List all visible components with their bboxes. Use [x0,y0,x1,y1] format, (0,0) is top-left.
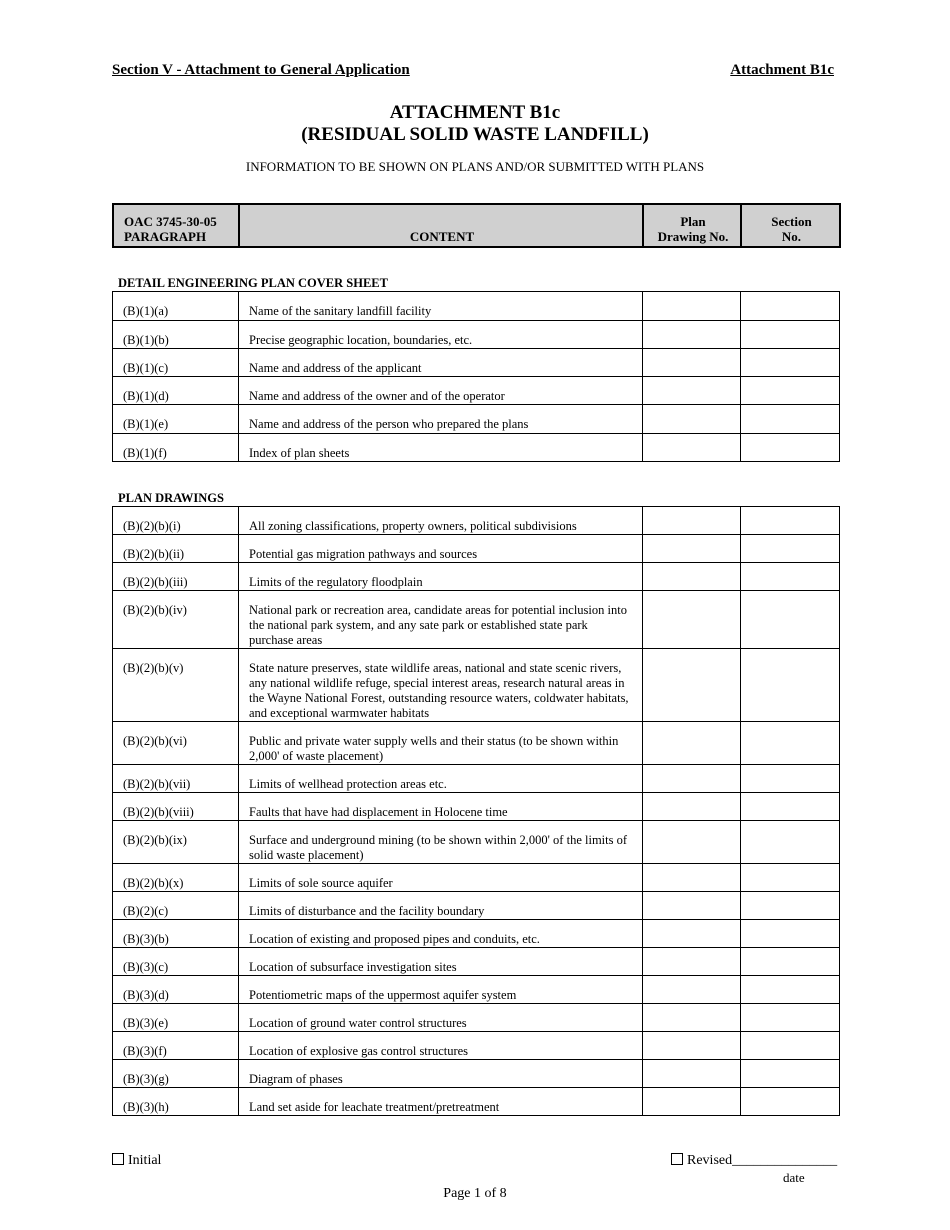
plan-drawing-no-cell[interactable] [643,821,741,864]
paragraph-ref: (B)(2)(b)(iii) [113,563,239,591]
section-no-cell[interactable] [741,591,840,649]
col-header-section-line2: No. [781,229,802,244]
plan-drawing-no-cell[interactable] [643,649,741,722]
table-row [113,535,840,563]
content-description: Limits of disturbance and the facility boundary [239,892,643,920]
section-no-cell[interactable] [741,821,840,864]
paragraph-ref: (B)(2)(b)(viii) [113,793,239,821]
plan-drawing-no-cell[interactable] [643,377,741,405]
plan-drawing-no-cell[interactable] [643,507,741,535]
table-row [113,292,840,321]
plan-drawing-no-cell[interactable] [643,405,741,434]
content-description: Location of existing and proposed pipes and conduits, etc. [239,920,643,948]
paragraph-ref: (B)(3)(d) [113,976,239,1004]
page-subtitle-type: (RESIDUAL SOLID WASTE LANDFILL) [301,124,649,145]
plan-drawing-no-cell[interactable] [643,864,741,892]
plan-drawing-no-cell[interactable] [643,793,741,821]
table-row [113,1060,840,1088]
page-number: Page 1 of 8 [443,1186,507,1201]
plan-drawing-no-cell[interactable] [643,1004,741,1032]
table-row [113,377,840,405]
content-description: All zoning classifications, property owners, political subdivisions [239,507,643,535]
plan-drawing-no-cell[interactable] [643,349,741,377]
plan-drawing-no-cell[interactable] [643,434,741,462]
paragraph-ref: (B)(2)(b)(x) [113,864,239,892]
header-attachment-id: Attachment B1c [730,62,834,78]
section-no-cell[interactable] [741,976,840,1004]
paragraph-ref: (B)(3)(g) [113,1060,239,1088]
content-description: Name and address of the owner and of the operator [239,377,643,405]
column-header-table [112,203,841,248]
cover-sheet-table [112,291,840,462]
section-no-cell[interactable] [741,377,840,405]
cover-sheet-heading: DETAIL ENGINEERING PLAN COVER SHEET [118,276,388,290]
section-no-cell[interactable] [741,434,840,462]
content-description: Location of subsurface investigation sites [239,948,643,976]
paragraph-ref: (B)(1)(e) [113,405,239,434]
table-row [113,976,840,1004]
content-description: Limits of wellhead protection areas etc. [239,765,643,793]
plan-drawing-no-cell[interactable] [643,1032,741,1060]
section-no-cell[interactable] [741,1004,840,1032]
content-description: Location of ground water control structures [239,1004,643,1032]
table-row [113,591,840,649]
paragraph-ref: (B)(2)(b)(vi) [113,722,239,765]
plan-drawing-no-cell[interactable] [643,1088,741,1116]
paragraph-ref: (B)(3)(h) [113,1088,239,1116]
col-header-section [741,204,840,247]
table-row [113,1088,840,1116]
section-no-cell[interactable] [741,765,840,793]
table-row [113,1004,840,1032]
content-description: Potential gas migration pathways and sources [239,535,643,563]
plan-drawing-no-cell[interactable] [643,722,741,765]
content-description: Index of plan sheets [239,434,643,462]
col-header-content [239,204,643,247]
initial-label: Initial [128,1153,162,1168]
plan-drawing-no-cell[interactable] [643,292,741,321]
paragraph-ref: (B)(3)(c) [113,948,239,976]
section-no-cell[interactable] [741,292,840,321]
paragraph-ref: (B)(1)(c) [113,349,239,377]
col-header-content-label: CONTENT [409,229,475,244]
paragraph-ref: (B)(1)(a) [113,292,239,321]
section-no-cell[interactable] [741,649,840,722]
section-no-cell[interactable] [741,535,840,563]
table-row [113,892,840,920]
content-description: Public and private water supply wells and their status (to be shown within 2,000' of waste placement) [239,722,643,765]
paragraph-ref: (B)(3)(e) [113,1004,239,1032]
table-row [113,920,840,948]
revised-checkbox[interactable] [671,1153,837,1169]
section-no-cell[interactable] [741,892,840,920]
section-no-cell[interactable] [741,507,840,535]
plan-drawing-no-cell[interactable] [643,535,741,563]
paragraph-ref: (B)(2)(b)(iv) [113,591,239,649]
table-row [113,821,840,864]
revised-label: Revised_______________ [687,1153,838,1168]
plan-drawing-no-cell[interactable] [643,892,741,920]
paragraph-ref: (B)(3)(b) [113,920,239,948]
paragraph-ref: (B)(2)(b)(ix) [113,821,239,864]
section-no-cell[interactable] [741,1032,840,1060]
paragraph-ref: (B)(2)(b)(ii) [113,535,239,563]
paragraph-ref: (B)(3)(f) [113,1032,239,1060]
content-description: Potentiometric maps of the uppermost aquifer system [239,976,643,1004]
paragraph-ref: (B)(2)(b)(v) [113,649,239,722]
section-no-cell[interactable] [741,349,840,377]
paragraph-ref: (B)(2)(c) [113,892,239,920]
col-header-section-line1: Section [771,214,812,229]
table-row [113,793,840,821]
plan-drawing-no-cell[interactable] [643,321,741,349]
paragraph-ref: (B)(1)(d) [113,377,239,405]
paragraph-ref: (B)(1)(f) [113,434,239,462]
content-description: Name and address of the person who prepared the plans [239,405,643,434]
paragraph-ref: (B)(2)(b)(vii) [113,765,239,793]
plan-drawing-no-cell[interactable] [643,976,741,1004]
table-row [113,321,840,349]
section-no-cell[interactable] [741,405,840,434]
content-description: Name of the sanitary landfill facility [239,292,643,321]
revised-checkbox-box[interactable] [671,1153,683,1165]
plan-drawing-no-cell[interactable] [643,563,741,591]
col-header-paragraph-line2: PARAGRAPH [124,229,207,244]
section-no-cell[interactable] [741,864,840,892]
content-description: Location of explosive gas control structures [239,1032,643,1060]
col-header-paragraph [113,204,239,247]
plan-drawing-no-cell[interactable] [643,920,741,948]
page-instructions: INFORMATION TO BE SHOWN ON PLANS AND/OR SUBMITTED WITH PLANS [245,159,705,174]
content-description: Name and address of the applicant [239,349,643,377]
table-row [113,864,840,892]
section-no-cell[interactable] [741,793,840,821]
content-description: Diagram of phases [239,1060,643,1088]
table-row [113,563,840,591]
plan-drawing-no-cell[interactable] [643,1060,741,1088]
table-row [113,1032,840,1060]
initial-checkbox[interactable] [112,1153,161,1169]
plan-drawings-table [112,506,840,1116]
header-section-title: Section V - Attachment to General Application [112,62,410,78]
col-header-plan-line2: Drawing No. [657,229,729,244]
table-row [113,948,840,976]
content-description: Surface and underground mining (to be shown within 2,000' of the limits of solid waste placement) [239,821,643,864]
table-row [113,434,840,462]
page-title: ATTACHMENT B1c [389,102,561,123]
table-row [113,349,840,377]
table-row [113,405,840,434]
section-no-cell[interactable] [741,1088,840,1116]
table-row [113,722,840,765]
content-description: Limits of sole source aquifer [239,864,643,892]
paragraph-ref: (B)(1)(b) [113,321,239,349]
content-description: Precise geographic location, boundaries, etc. [239,321,643,349]
section-no-cell[interactable] [741,321,840,349]
paragraph-ref: (B)(2)(b)(i) [113,507,239,535]
section-no-cell[interactable] [741,563,840,591]
col-header-plan-line1: Plan [680,214,706,229]
plan-drawing-no-cell[interactable] [643,948,741,976]
section-no-cell[interactable] [741,1060,840,1088]
plan-drawings-heading: PLAN DRAWINGS [118,491,224,505]
table-row [113,507,840,535]
section-no-cell[interactable] [741,948,840,976]
table-row [113,765,840,793]
col-header-plan [643,204,741,247]
table-row [113,649,840,722]
plan-drawing-no-cell[interactable] [643,765,741,793]
content-description: Faults that have had displacement in Holocene time [239,793,643,821]
col-header-paragraph-line1: OAC 3745-30-05 [124,214,217,229]
plan-drawing-no-cell[interactable] [643,591,741,649]
section-no-cell[interactable] [741,920,840,948]
section-no-cell[interactable] [741,722,840,765]
date-label: date [783,1170,805,1185]
content-description: Limits of the regulatory floodplain [239,563,643,591]
content-description: Land set aside for leachate treatment/pretreatment [239,1088,643,1116]
content-description: National park or recreation area, candidate areas for potential inclusion into the national park system, and any sate park or established state park purchase areas [239,591,643,649]
content-description: State nature preserves, state wildlife areas, national and state scenic rivers, any national wildlife refuge, special interest areas, research natural areas in the Wayne National Forest, outstanding resource waters, coldwater habitats, and exceptional warmwater habitats [239,649,643,722]
initial-checkbox-box[interactable] [112,1153,124,1165]
